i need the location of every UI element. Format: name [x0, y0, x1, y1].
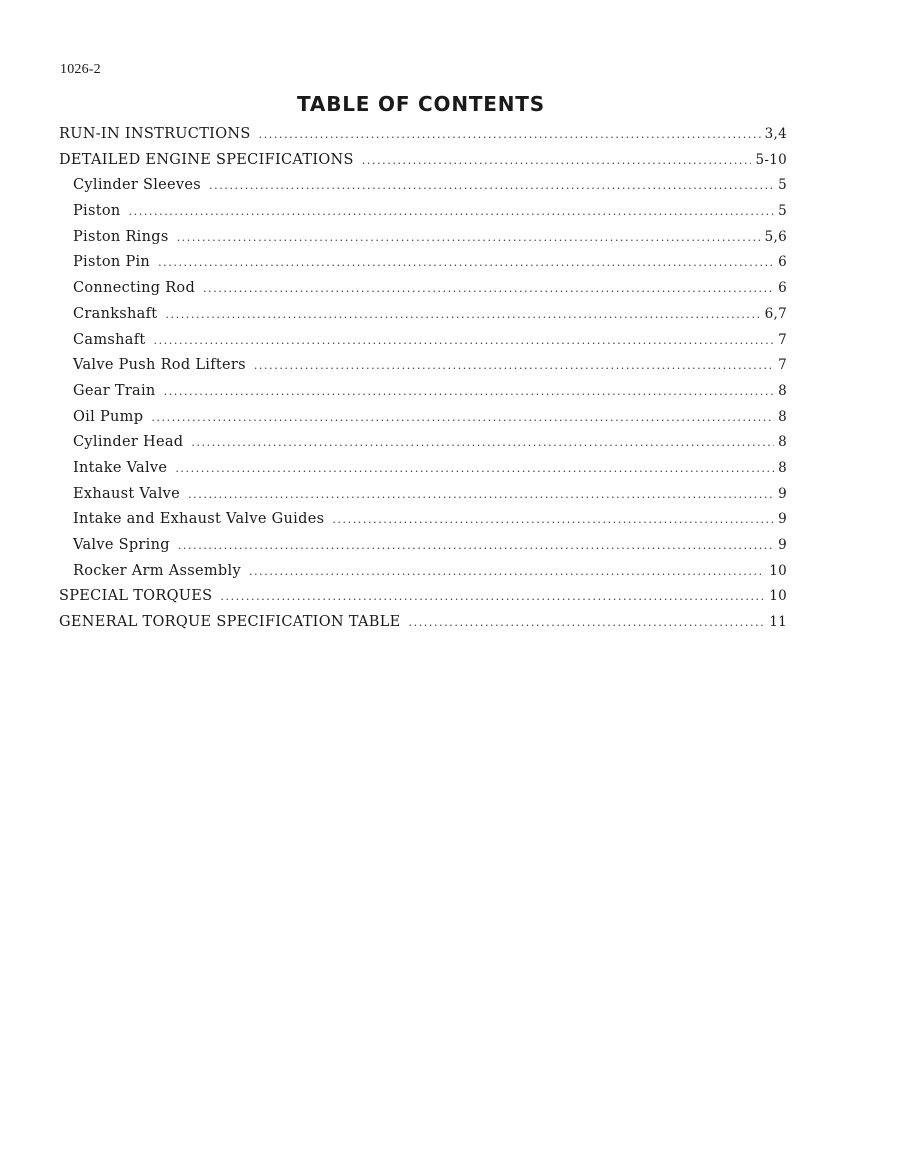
- dot-leader: [165, 308, 760, 321]
- toc-entry-page: 6: [778, 280, 787, 297]
- toc-entry-page: 9: [778, 485, 787, 502]
- toc-entry-page: 7: [778, 357, 787, 374]
- dot-leader: [178, 539, 774, 552]
- dot-leader: [188, 488, 774, 501]
- toc-entry-page: 6: [778, 254, 787, 271]
- dot-leader: [249, 565, 765, 578]
- toc-entry-label: Piston Pin: [73, 254, 151, 271]
- dot-leader: [177, 231, 761, 244]
- toc-entry-page: 5,6: [764, 228, 787, 245]
- dot-leader: [164, 385, 775, 398]
- toc-entry-page: 11: [769, 614, 787, 631]
- toc-entry-page: 10: [769, 562, 787, 579]
- toc-entry-page: 9: [778, 537, 787, 553]
- toc-entry-page: 5-10: [755, 151, 787, 168]
- toc-entry-label: Camshaft: [73, 331, 146, 348]
- dot-leader: [203, 282, 774, 295]
- toc-entry-page: 9: [778, 511, 787, 528]
- page-number: 1026-2: [60, 62, 101, 77]
- toc-entry-label: Cylinder Sleeves: [73, 177, 202, 194]
- toc-entry-page: 8: [778, 408, 787, 425]
- toc-entry-label: Oil Pump: [73, 408, 144, 425]
- toc-entry-label: Intake and Exhaust Valve Guides: [73, 511, 325, 528]
- toc-entry-label: Valve Push Rod Lifters: [73, 357, 246, 374]
- page-title: TABLE OF CONTENTS: [297, 92, 545, 116]
- toc-entry-label: Crankshaft: [73, 305, 158, 322]
- table-of-contents: [59, 126, 787, 640]
- dot-leader: [191, 436, 774, 449]
- toc-entry-page: 6,7: [764, 305, 787, 322]
- dot-leader: [209, 179, 774, 192]
- toc-entry-label: Valve Spring: [73, 537, 170, 553]
- dot-leader: [332, 513, 774, 526]
- toc-entry-page: 8: [778, 434, 787, 451]
- dot-leader: [220, 590, 765, 603]
- toc-entry-label: Piston: [73, 203, 121, 220]
- toc-entry-label: DETAILED ENGINE SPECIFICATIONS: [59, 151, 354, 168]
- toc-entry-label: Connecting Rod: [73, 280, 196, 297]
- toc-entry-page: 3,4: [764, 126, 787, 142]
- toc-entry-label: RUN-IN INSTRUCTIONS: [59, 126, 251, 142]
- toc-entry-label: Cylinder Head: [73, 434, 184, 451]
- dot-leader: [362, 154, 752, 167]
- toc-entry-page: 10: [769, 588, 787, 605]
- toc-entry-label: Piston Rings: [73, 228, 169, 245]
- dot-leader: [409, 616, 766, 629]
- dot-leader: [151, 411, 774, 424]
- toc-entry-label: GENERAL TORQUE SPECIFICATION TABLE: [59, 614, 401, 631]
- dot-leader: [254, 359, 774, 372]
- toc-entry-page: 5: [778, 177, 787, 194]
- toc-entry-page: 5: [778, 203, 787, 220]
- toc-entry-page: 7: [778, 331, 787, 348]
- dot-leader: [175, 462, 774, 475]
- dot-leader: [259, 128, 761, 141]
- toc-entry-label: Rocker Arm Assembly: [73, 562, 241, 579]
- dot-leader: [158, 256, 774, 269]
- toc-entry-label: Gear Train: [73, 382, 156, 399]
- dot-leader: [129, 205, 775, 218]
- toc-entry-page: 8: [778, 459, 787, 476]
- toc-entry-label: SPECIAL TORQUES: [59, 588, 213, 605]
- toc-entry-label: Intake Valve: [73, 459, 168, 476]
- toc-entry-label: Exhaust Valve: [73, 485, 181, 502]
- toc-entry-page: 8: [778, 382, 787, 399]
- dot-leader: [154, 334, 775, 347]
